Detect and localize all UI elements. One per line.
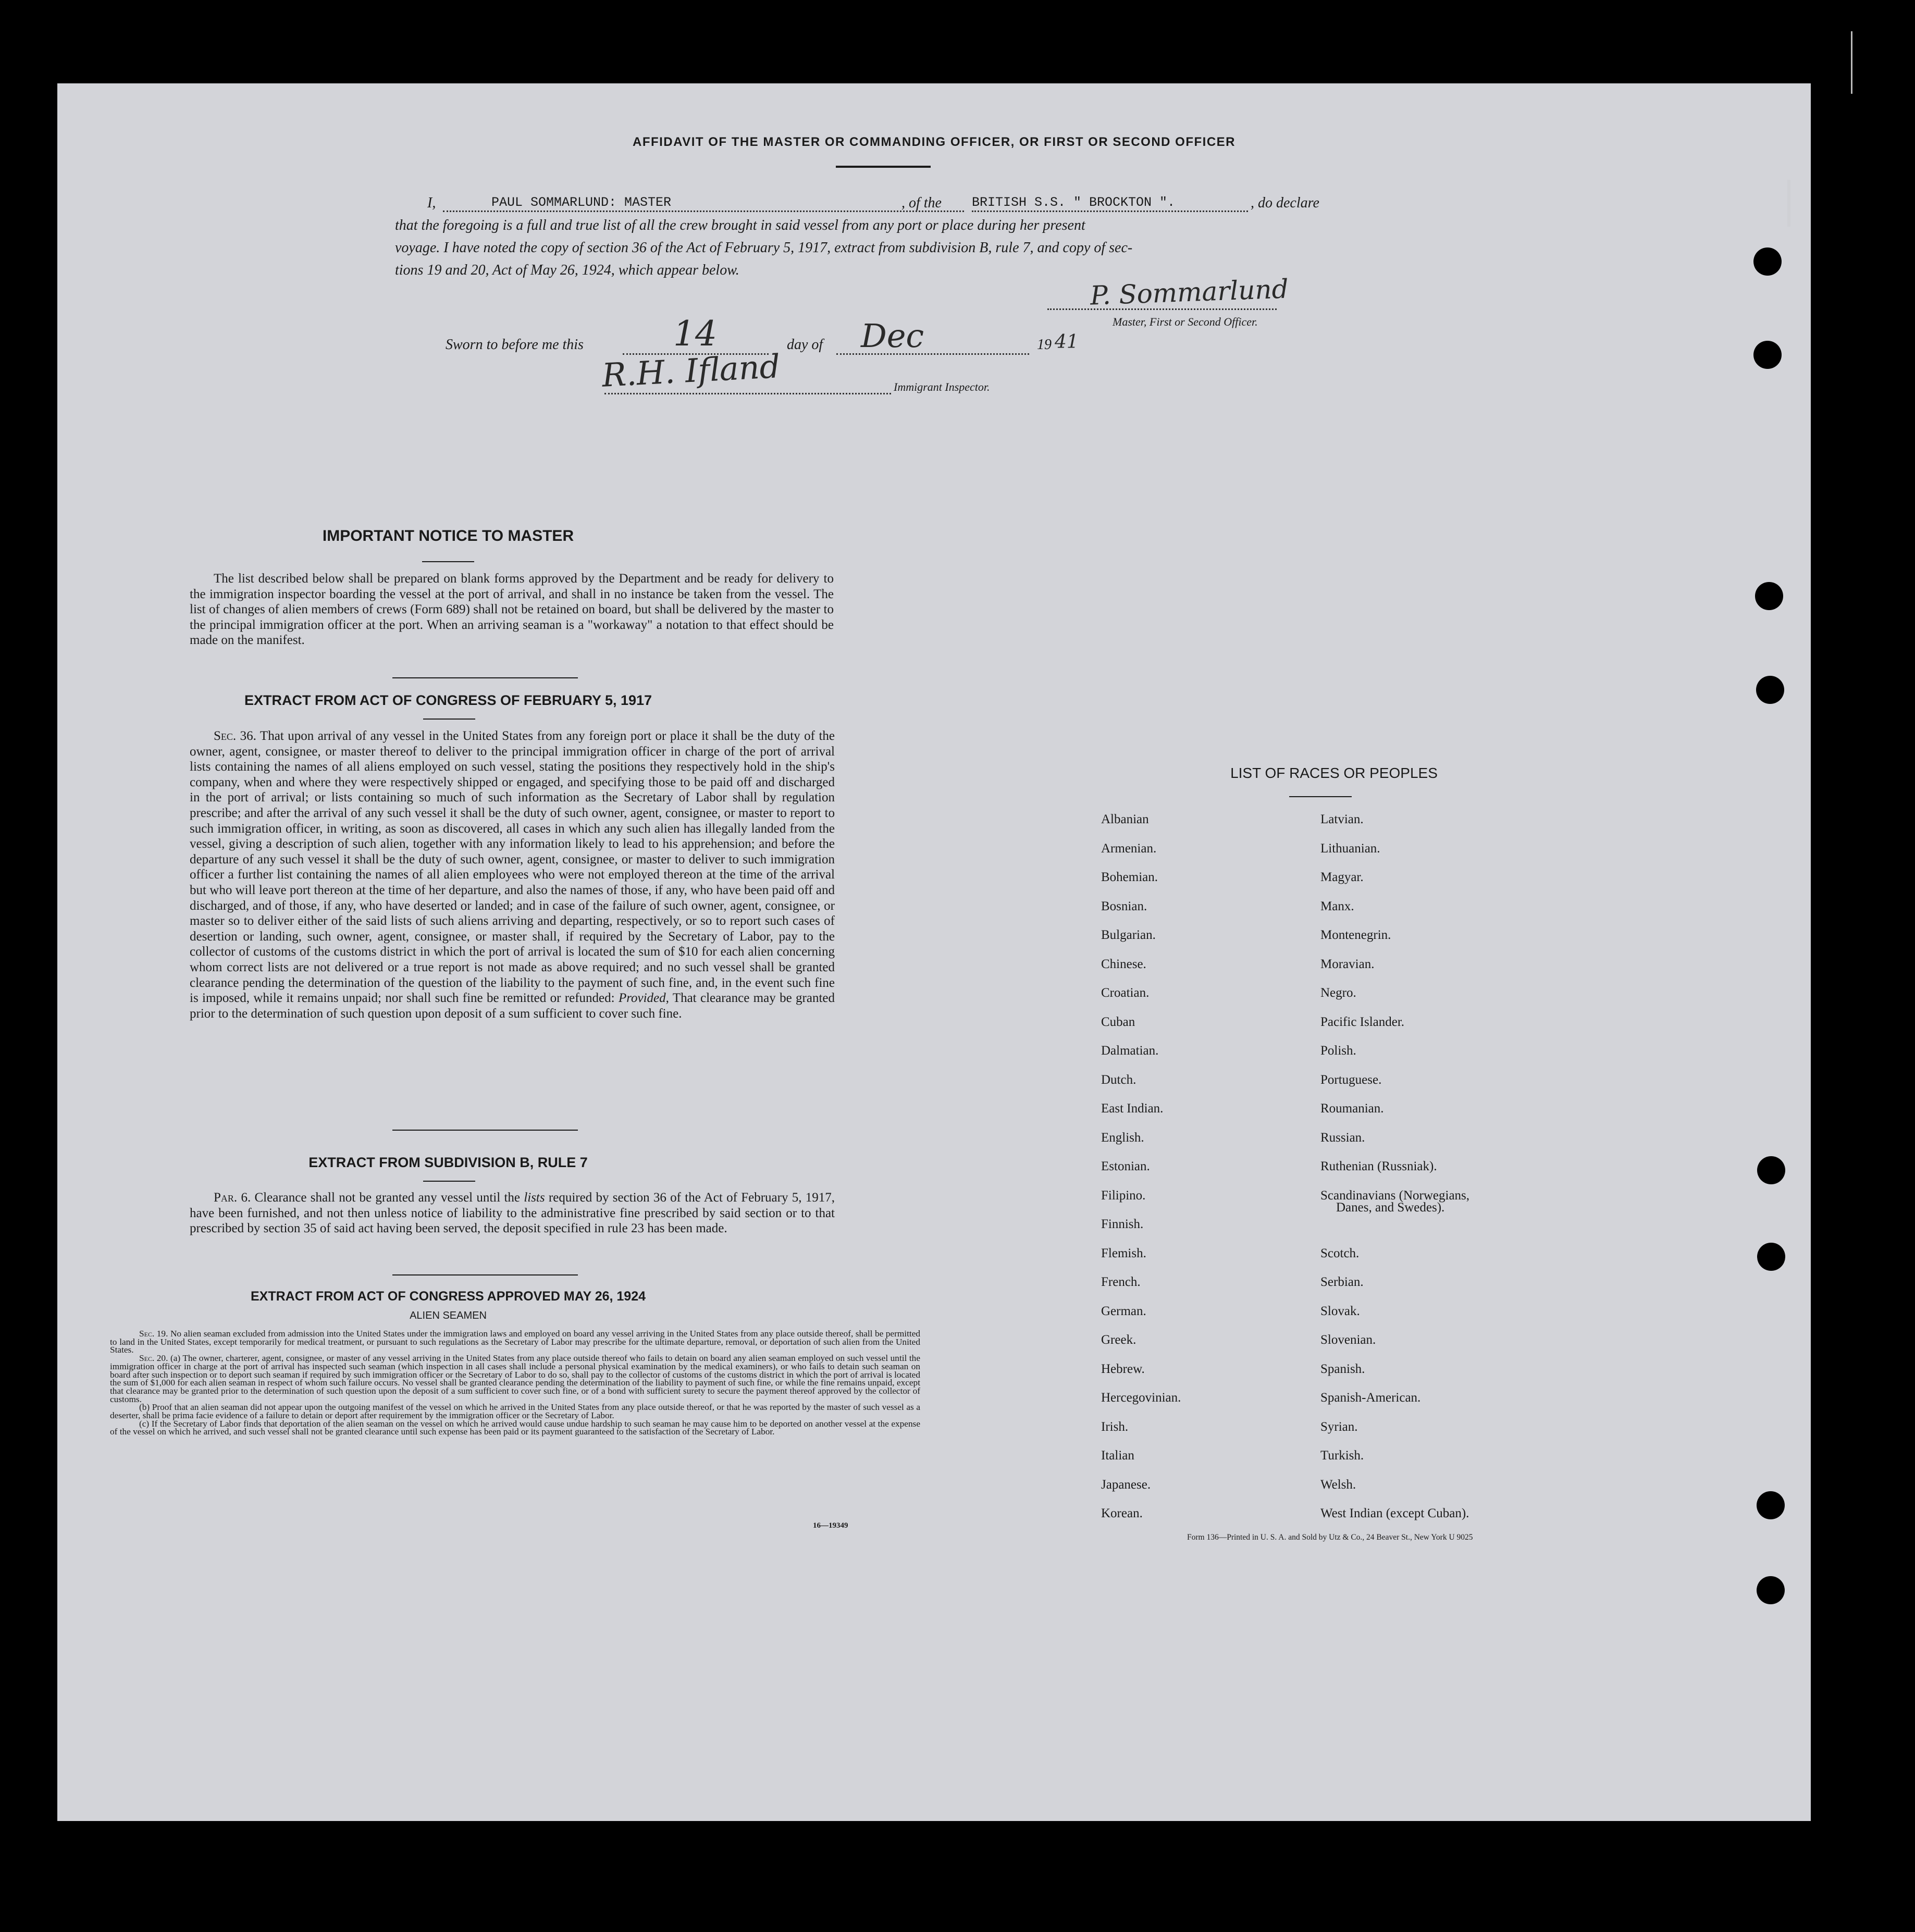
- race-item: Pacific Islander.: [1320, 1014, 1405, 1029]
- race-item: Serbian.: [1320, 1275, 1364, 1289]
- race-item: Hercegovinian.: [1101, 1391, 1181, 1405]
- race-item: Spanish.: [1320, 1361, 1365, 1376]
- race-item: Japanese.: [1101, 1477, 1151, 1492]
- binder-hole: [1757, 1491, 1785, 1519]
- race-item: West Indian (except Cuban).: [1320, 1506, 1469, 1520]
- title-rule: [836, 166, 931, 168]
- race-item: English.: [1101, 1130, 1144, 1145]
- race-item: Welsh.: [1320, 1477, 1356, 1492]
- binder-hole: [1753, 247, 1782, 276]
- master-name: PAUL SOMMARLUND: MASTER: [491, 195, 672, 210]
- race-item: Estonian.: [1101, 1159, 1150, 1173]
- race-item: Armenian.: [1101, 841, 1157, 856]
- race-item: Roumanian.: [1320, 1101, 1384, 1116]
- affidavit-line-4: tions 19 and 20, Act of May 26, 1924, which appear below.: [395, 262, 739, 278]
- extract-1917-divider: [392, 1130, 578, 1131]
- races-rule: [1289, 796, 1352, 797]
- extract-1917-title: EXTRACT FROM ACT OF CONGRESS OF FEBRUARY 5, 1917: [244, 692, 652, 708]
- sec36-label: Sec. 36.: [214, 729, 256, 743]
- extract-1924-title: EXTRACT FROM ACT OF CONGRESS APPROVED MAY 26, 1924: [250, 1289, 646, 1304]
- race-item: Bulgarian.: [1101, 928, 1156, 942]
- race-item: Polish.: [1320, 1044, 1356, 1058]
- race-item: Bosnian.: [1101, 899, 1147, 913]
- race-item: Scandinavians (Norwegians,: [1320, 1188, 1470, 1203]
- race-item: Dutch.: [1101, 1072, 1136, 1087]
- sec20b-paragraph: (b) Proof that an alien seaman did not appear upon the outgoing manifest of the vessel on which he arrived in the United States from any place outside thereof, or that he was reported by the master of such vessel as a deserter, shall be prima facie evidence of a failure to detain or deport after requirement by the immigration officer or the Secretary of Labor.: [110, 1402, 920, 1421]
- par6-label: Par. 6.: [214, 1191, 251, 1205]
- race-item: Slovak.: [1320, 1304, 1360, 1318]
- lists-word: lists: [524, 1191, 545, 1205]
- race-item: Chinese.: [1101, 957, 1146, 971]
- race-item: Moravian.: [1320, 957, 1375, 971]
- vessel-line: [972, 210, 1248, 212]
- race-item: Latvian.: [1320, 812, 1364, 826]
- notice-rule: [422, 561, 474, 562]
- race-item: Greek.: [1101, 1333, 1136, 1347]
- sec20-label: Sec. 20.: [139, 1353, 168, 1364]
- sec20a-paragraph: [110, 1354, 920, 1403]
- vessel-name: BRITISH S.S. " BROCKTON ".: [972, 195, 1176, 210]
- race-item: Syrian.: [1320, 1419, 1358, 1434]
- sworn-month-line: [836, 353, 1029, 355]
- race-item: Russian.: [1320, 1130, 1365, 1145]
- race-item: Danes, and Swedes).: [1336, 1200, 1445, 1215]
- edge-mark: [1851, 31, 1852, 94]
- print-code: 16—19349: [813, 1521, 848, 1530]
- race-item: Cuban: [1101, 1014, 1135, 1029]
- provided-text: That clearance may be granted prior to the determination of such question upon deposit of a sum sufficient to cover such fine.: [190, 991, 835, 1021]
- race-item: East Indian.: [1101, 1101, 1164, 1116]
- sworn-label: Sworn to before me this: [446, 337, 584, 353]
- race-item: Turkish.: [1320, 1448, 1364, 1463]
- race-item: French.: [1101, 1275, 1141, 1289]
- race-item: Filipino.: [1101, 1188, 1146, 1203]
- provided-label: Provided,: [618, 991, 669, 1006]
- race-item: Albanian: [1101, 812, 1149, 826]
- par6-text-a: Clearance shall not be granted any vessel until the: [254, 1191, 521, 1205]
- inspector-signature-line: [604, 393, 891, 394]
- affidavit-line-2: that the foregoing is a full and true list of all the crew brought in said vessel from any port or place during her present: [395, 217, 1085, 233]
- master-signature: P. Sommarlund: [1090, 274, 1289, 311]
- rule7-rule: [423, 1181, 475, 1182]
- sworn-month: Dec: [861, 317, 924, 355]
- race-item: Ruthenian (Russniak).: [1320, 1159, 1437, 1173]
- race-item: Magyar.: [1320, 870, 1364, 884]
- sec19-label: Sec. 19.: [139, 1329, 168, 1339]
- race-item: Manx.: [1320, 899, 1354, 913]
- sec19-paragraph: [110, 1330, 920, 1354]
- day-of-label: day of: [787, 337, 823, 353]
- race-item: Lithuanian.: [1320, 841, 1380, 856]
- edge-mark: [1787, 180, 1790, 227]
- form-footer: Form 136—Printed in U. S. A. and Sold by Utz & Co., 24 Beaver St., New York U 9025: [1187, 1533, 1473, 1542]
- extract-1917-body: [190, 728, 835, 1021]
- notice-divider: [392, 677, 578, 678]
- race-item: Finnish.: [1101, 1217, 1144, 1231]
- extract-1917-rule: [423, 719, 475, 720]
- race-item: Scotch.: [1320, 1246, 1360, 1260]
- sec36-text: That upon arrival of any vessel in the United States from any foreign port or place it shall be the duty of the owner, agent, consignee, or master thereof to deliver to the principal immigration officer in charge of the port of arrival lists containing the names of all aliens employed on such vessel, stating the positions they respectively hold in the ship's company, when and where they were respectively shipped or engaged, and specifying those to be paid off and discharged in the port of arrival; or lists containing so much of such information as the Secretary of Labor shall by regulation prescribe; and after the arrival of any such vessel it shall be the duty of such owner, agent, consignee, or master to report to such immigration officer, in writing, as soon as discovered, all cases in which any such alien has illegally landed from the vessel, giving a description of such alien, together with any information likely to lead to his apprehension; and before the departure of any such vessel it shall be the duty of such owner, agent, consignee, or master to deliver to such immigration officer a further list containing the names of all alien employees who were not employed thereon at the time of the arrival but who will leave port thereon at the time of her departure, and also the names of those, if any, who have been paid off and discharged, and of those, if any, who have deserted or landed; and in case of the failure of such owner, agent, consignee, or master so to deliver either of the said lists of such aliens arriving and departing, respectively, or so to report such cases of desertion or landing, such owner, agent, consignee, or master shall, if required by the Secretary of Labor, pay to the collector of customs of the customs district in which the port of arrival is located the sum of $10 for each alien concerning whom correct lists are not delivered or a true report is not made as above required; and no such vessel shall be granted clearance pending the determination of the question of the liability to the payment of such fine, and, in the event such fine is imposed, while it remains unpaid; nor shall such fine be remitted or refunded:: [190, 729, 835, 1006]
- binder-hole: [1757, 1243, 1785, 1271]
- binder-hole: [1753, 341, 1782, 369]
- year-suffix: 41: [1055, 331, 1079, 353]
- race-item: Negro.: [1320, 986, 1356, 1000]
- race-item: Flemish.: [1101, 1246, 1146, 1260]
- binder-hole: [1755, 582, 1783, 610]
- affidavit-line-3: voyage. I have noted the copy of section 36 of the Act of February 5, 1917, extract from subdivision B, rule 7, and copy of sec-: [395, 240, 1133, 256]
- race-item: Dalmatian.: [1101, 1044, 1159, 1058]
- of-the-label: , of the: [901, 195, 942, 211]
- race-item: Portuguese.: [1320, 1072, 1382, 1087]
- race-item: Croatian.: [1101, 986, 1150, 1000]
- binder-hole: [1757, 1576, 1785, 1604]
- races-left-column: [1101, 805, 1181, 1528]
- sec19-text: No alien seaman excluded from admission into the United States under the immigration laws and employed on board any vessel arriving in the United States from any place outside thereof, shall be permitted to land in the United States, except temporarily for medical treatment, or pursuant to such regulations as the Secretary of Labor may prescribe for the ultimate departure, removal, or deportation of such alien from the United States.: [110, 1329, 921, 1355]
- binder-hole: [1756, 676, 1784, 704]
- binder-hole: [1757, 1156, 1785, 1184]
- races-right-column: [1320, 805, 1469, 1528]
- race-item: German.: [1101, 1304, 1146, 1318]
- par6-text-b: required by section 36 of the Act of February 5, 1917, have been furnished, and not then unless notice of liability to the administrative fine prescribed by said section or to that prescribed by section 35 of said act having been served, the deposit specified in rule 23 has been made.: [190, 1191, 835, 1236]
- master-signature-line: [1047, 308, 1277, 310]
- race-item: Montenegrin.: [1320, 928, 1391, 942]
- rule7-title: EXTRACT FROM SUBDIVISION B, RULE 7: [308, 1155, 588, 1170]
- sec20c-paragraph: (c) If the Secretary of Labor finds that deportation of the alien seaman on the vessel on which he arrived would cause undue hardship to such seaman he may cause him to be deported on another vessel at the expense of the vessel on which he arrived, and such vessel shall not be granted clearance until such expense has been paid or its payment guaranteed to the satisfaction of the Secretary of Labor.: [110, 1418, 920, 1437]
- sworn-day: 14: [673, 314, 717, 354]
- notice-title: IMPORTANT NOTICE TO MASTER: [322, 527, 574, 544]
- race-item: Hebrew.: [1101, 1361, 1145, 1376]
- affidavit-i-label: I,: [427, 195, 436, 211]
- alien-seamen-subtitle: ALIEN SEAMEN: [410, 1310, 487, 1321]
- race-item: Spanish-American.: [1320, 1391, 1421, 1405]
- master-caption: Master, First or Second Officer.: [1113, 315, 1258, 328]
- affidavit-title: AFFIDAVIT OF THE MASTER OR COMMANDING OFFICER, OR FIRST OR SECOND OFFICER: [632, 135, 1236, 149]
- race-item: Korean.: [1101, 1506, 1143, 1520]
- year-prefix: 19: [1037, 337, 1052, 353]
- race-item: Irish.: [1101, 1419, 1129, 1434]
- rule7-body: [190, 1190, 835, 1236]
- sec20a-text: (a) The owner, charterer, agent, consignee, or master of any vessel arriving in the United States from any place outside thereof who fails to detain on board any alien seaman employed on such vessel until the immigration officer in charge at the port of arrival has inspected such seaman (which inspection in all cases shall include a personal physical examination by the medical examiners), or who fails to detain such seaman on board after such inspection or to deport such seaman if required by such immigration officer or the Secretary of Labor to do so, shall pay to the collector of customs of the customs district in which the port of arrival is located the sum of $1,000 for each alien seaman in respect of whom such failure occurs. No vessel shall be granted clearance pending the determination of the liability to payment of such fine, or while the fine remains unpaid, except that clearance may be granted prior to the determination of such question upon the deposit of a sum sufficient to cover such fine, or of a bond with sufficient surety to secure the payment thereof approved by the collector of customs.: [110, 1353, 920, 1404]
- races-title: LIST OF RACES OR PEOPLES: [1230, 765, 1438, 781]
- notice-body: The list described below shall be prepared on blank forms approved by the Department and be ready for delivery to the immigration inspector boarding the vessel at the port of arrival, and shall in no instance be taken from the vessel. The list of changes of alien members of crews (Form 689) shall not be retained on board, but shall be delivered by the master to the principal immigration officer at the port. When an arriving seaman is a "workaway" a notation to that effect should be made on the manifest.: [190, 572, 834, 647]
- master-name-line: [443, 210, 964, 212]
- extract-1924-body: [110, 1330, 920, 1436]
- inspector-signature: R.H. Ifland: [601, 347, 781, 394]
- race-item: Italian: [1101, 1448, 1134, 1463]
- race-item: Bohemian.: [1101, 870, 1158, 884]
- inspector-caption: Immigrant Inspector.: [894, 380, 990, 393]
- rule7-divider: [392, 1274, 578, 1275]
- document-page: [57, 83, 1811, 1821]
- race-item: Slovenian.: [1320, 1333, 1376, 1347]
- do-declare-label: , do declare: [1251, 195, 1319, 211]
